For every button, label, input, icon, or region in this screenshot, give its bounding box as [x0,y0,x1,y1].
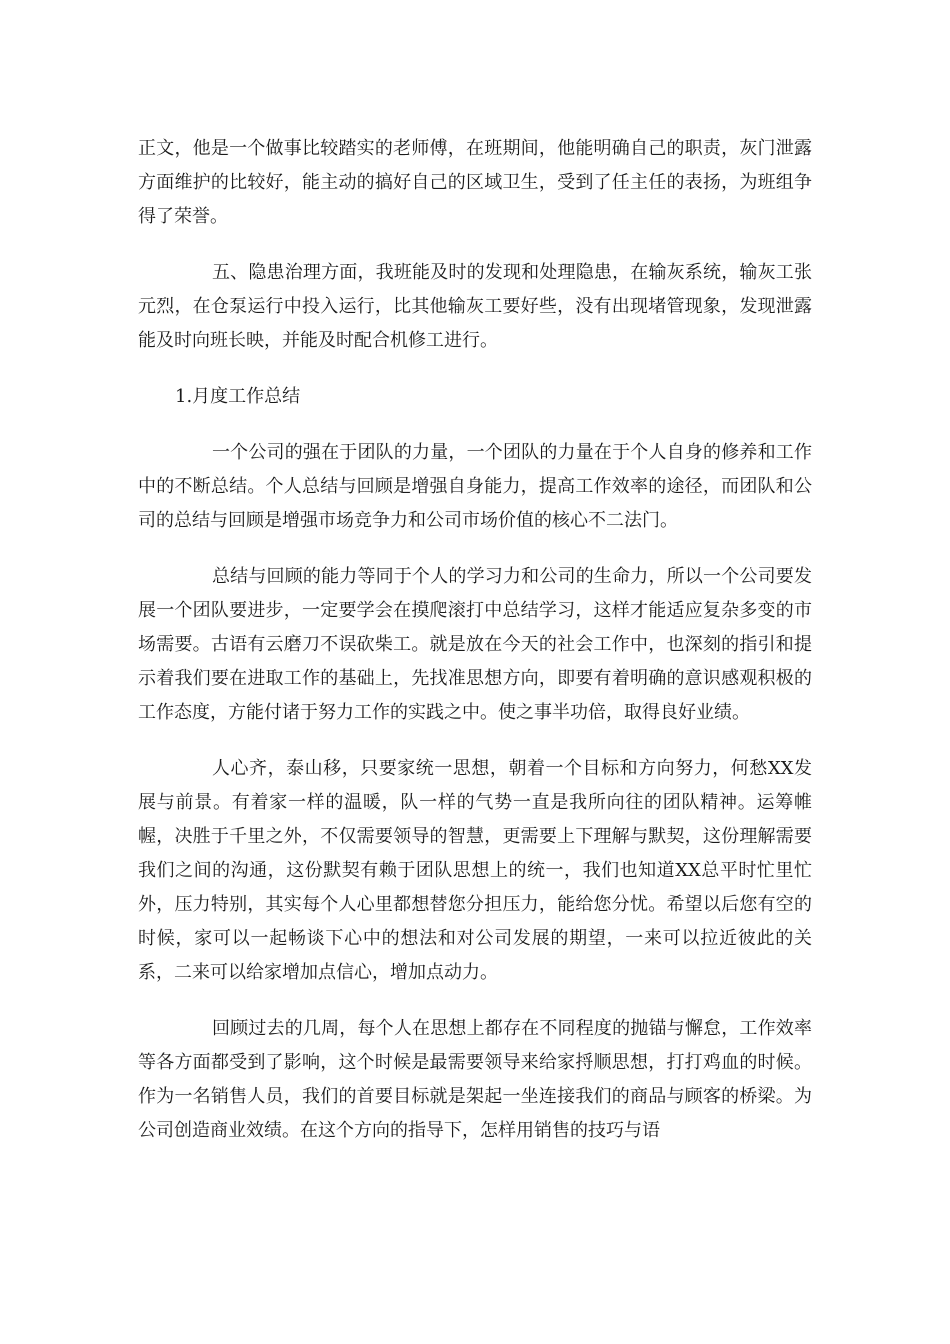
paragraph-5: 人心齐，泰山移，只要家统一思想，朝着一个目标和方向努力，何愁XX发展与前景。有着家一样的温暖，队一样的气势一直是我所向往的团队精神。运筹帷幄，决胜于千里之外，不仅需要领导的智慧，更需要上下理解与默契，这份理解需要我们之间的沟通，这份默契有赖于团队思想上的统一，我们也知道XX总平时忙里忙外，压力特别，其实每个人心里都想替您分担压力，能给您分忧。希望以后您有空的时候，家可以一起畅谈下心中的想法和对公司发展的期望，一来可以拉近彼此的关系，二来可以给家增加点信心，增加点动力。 [138,758,812,983]
section-heading: 1.月度工作总结 [175,386,301,407]
paragraph-4: 总结与回顾的能力等同于个人的学习力和公司的生命力，所以一个公司要发展一个团队要进步，一定要学会在摸爬滚打中总结学习，这样才能适应复杂多变的市场需要。古语有云磨刀不误砍柴工。就是放在今天的社会工作中，也深刻的指引和提示着我们要在进取工作的基础上，先找准思想方向，即要有着明确的意识感观积极的工作态度，方能付诸于努力工作的实践之中。使之事半功倍，取得良好业绩。 [138,566,812,723]
paragraph-6: 回顾过去的几周，每个人在思想上都存在不同程度的抛锚与懈怠，工作效率等各方面都受到了影响，这个时候是最需要领导来给家捋顺思想，打打鸡血的时候。作为一名销售人员，我们的首要目标就是架起一坐连接我们的商品与顾客的桥梁。为公司创造商业效绩。在这个方向的指导下，怎样用销售的技巧与语 [138,1018,812,1141]
document-page [138,132,812,1170]
paragraph-3: 一个公司的强在于团队的力量，一个团队的力量在于个人自身的修养和工作中的不断总结。个人总结与回顾是增强自身能力，提高工作效率的途径，而团队和公司的总结与回顾是增强市场竞争力和公司市场价值的核心不二法门。 [138,442,812,531]
paragraph-2: 五、隐患治理方面，我班能及时的发现和处理隐患，在输灰系统，输灰工张元烈，在仓泵运行中投入运行，比其他输灰工要好些，没有出现堵管现象，发现泄露能及时向班长映，并能及时配合机修工进行。 [138,262,812,351]
paragraph-1: 正文，他是一个做事比较踏实的老师傅，在班期间，他能明确自己的职责，灰门泄露方面维护的比较好，能主动的搞好自己的区域卫生，受到了任主任的表扬，为班组争得了荣誉。 [138,138,812,227]
